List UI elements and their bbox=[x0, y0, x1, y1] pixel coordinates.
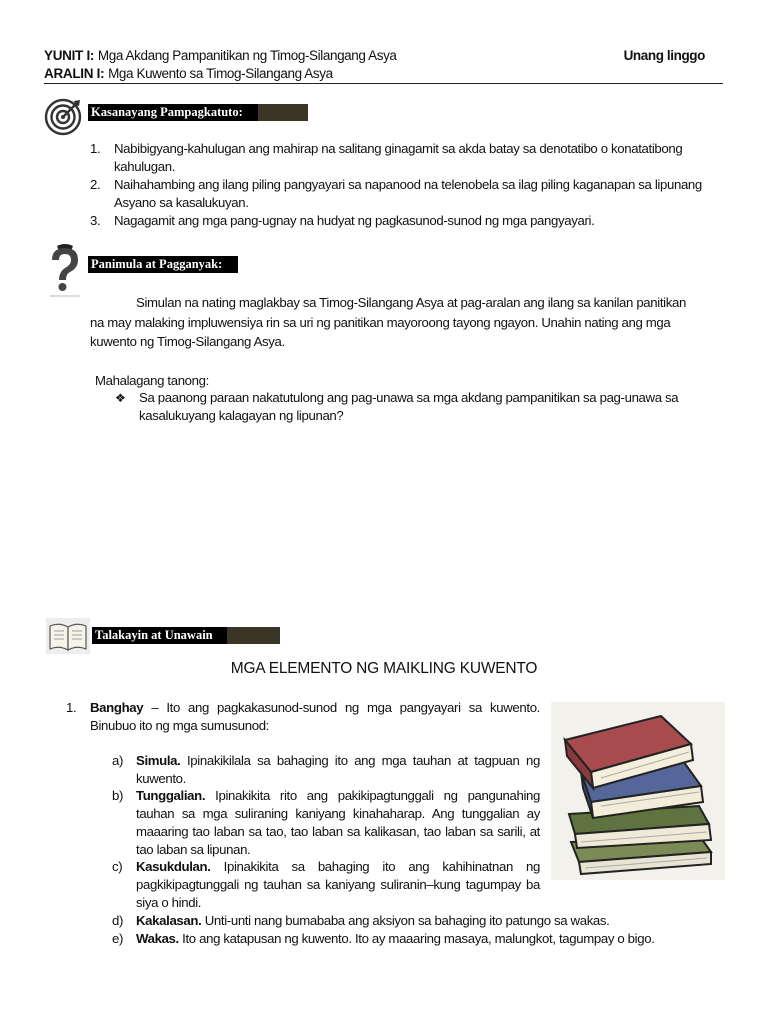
objective-item bbox=[90, 176, 710, 212]
lesson-label: ARALIN I: bbox=[44, 66, 105, 81]
objectives-title-text: Kasanayang Pampagkatuto: bbox=[91, 105, 243, 119]
intro-title bbox=[88, 256, 238, 273]
subitem-text: Unti-unti nang bumababa ang aksiyon sa bahaging ito patungo sa wakas. bbox=[201, 913, 610, 928]
subitem-tunggalian bbox=[112, 787, 540, 859]
subitem-term: Kakalasan. bbox=[136, 913, 202, 928]
subitem-letter: a) bbox=[112, 753, 124, 768]
subitem-kasukdulan bbox=[112, 858, 540, 912]
objective-number: 2. bbox=[90, 177, 101, 192]
subitem-simula bbox=[112, 752, 540, 788]
lesson-title: Mga Kuwento sa Timog-Silangang Asya bbox=[108, 66, 333, 81]
unit-label: YUNIT I: bbox=[44, 48, 95, 63]
element-number: 1. bbox=[66, 700, 77, 715]
lesson-line bbox=[44, 65, 333, 82]
unit-title: Mga Akdang Pampanitikan ng Timog-Silangang Asya bbox=[97, 48, 397, 63]
subitem-letter: d) bbox=[112, 913, 124, 928]
objective-item bbox=[90, 212, 710, 230]
objective-text: Nagagamit ang mga pang-ugnay na hudyat ng pagkasunod-sunod ng mga pangyayari. bbox=[114, 213, 595, 228]
week-label: Unang linggo bbox=[623, 48, 705, 63]
discuss-title-text: Talakayin at Unawain bbox=[95, 628, 213, 642]
subitem-text: Ipinakikita rito ang pakikipagtunggali ng pangunahing tauhan sa mga suliraning kaniyang kinahaharap. Ang tunggalian ay maaaring tao laban sa tao, tao laban sa kalikasan, tao laban sa sarili, at tao laban sa lipunan. bbox=[136, 788, 540, 857]
element-item-1 bbox=[66, 699, 540, 735]
intro-title-text: Panimula at Pagganyak: bbox=[91, 257, 223, 271]
subitem-letter: c) bbox=[112, 859, 123, 874]
main-heading: MGA ELEMENTO NG MAIKLING KUWENTO bbox=[230, 660, 538, 677]
objectives-list bbox=[90, 140, 710, 230]
objectives-title-bar bbox=[258, 104, 308, 121]
header-divider bbox=[44, 83, 723, 84]
open-book-icon bbox=[46, 618, 90, 659]
question-item bbox=[115, 389, 695, 425]
discuss-title bbox=[92, 627, 227, 644]
intro-paragraph: Simulan na nating maglakbay sa Timog-Silangang Asya at pag-aralan ang ilang sa kanilan panitikan na may malaking impluwensiya rin sa uri ng panitikan mayoroong tayong ngayon. Unahin nating ang mga kuwento ng Timog-Silangang Asya. bbox=[90, 295, 686, 349]
subitem-letter: e) bbox=[112, 931, 124, 946]
subitem-term: Wakas. bbox=[136, 931, 179, 946]
objective-number: 1. bbox=[90, 141, 101, 156]
subitem-wakas bbox=[112, 930, 712, 948]
subitem-text: Ipinakikilala sa bahaging ito ang mga tauhan at tagpuan ng kuwento. bbox=[136, 753, 540, 786]
objective-number: 3. bbox=[90, 213, 101, 228]
objective-item bbox=[90, 140, 710, 176]
discuss-title-bar bbox=[227, 627, 280, 644]
subitem-term: Kasukdulan. bbox=[136, 859, 211, 874]
stack-of-books-image bbox=[551, 702, 725, 885]
question-list bbox=[115, 389, 695, 425]
question-label: Mahalagang tanong: bbox=[95, 373, 209, 388]
objective-text: Nabibigyang-kahulugan ang mahirap na salitang ginagamit sa akda batay sa denotatibo o konatatibong kahulugan. bbox=[114, 141, 683, 174]
subitem-text: Ito ang katapusan ng kuwento. Ito ay maaaring masaya, malungkot, tagumpay o bigo. bbox=[178, 931, 655, 946]
question-head-icon bbox=[46, 242, 84, 303]
subitem-letter: b) bbox=[112, 788, 124, 803]
objective-text: Naihahambing ang ilang piling pangyayari sa napanood na telenobela sa ilag piling kaganapan sa lipunang Asyano sa kasalukuyan. bbox=[114, 177, 702, 210]
subitem-term: Simula. bbox=[136, 753, 181, 768]
subitem-kakalasan bbox=[112, 912, 712, 930]
subitem-term: Tunggalian. bbox=[136, 788, 206, 803]
unit-line bbox=[44, 47, 397, 64]
element-text: – Ito ang pagkakasunod-sunod ng mga pangyayari sa kuwento. Binubuo ito ng mga sumusunod: bbox=[90, 700, 540, 733]
question-text: Sa paanong paraan nakatutulong ang pag-unawa sa mga akdang pampanitikan sa pag-unawa sa kasalukuyang kalagayan ng lipunan? bbox=[139, 390, 679, 423]
target-icon bbox=[44, 98, 82, 141]
subitem-text: Ipinakikita sa bahaging ito ang kahihinatnan ng pagkikipagtunggali ng tauhan sa kaniyang suliranin–kung tagumpay ba siya o hindi. bbox=[136, 859, 540, 910]
diamond-bullet-icon: ❖ bbox=[115, 391, 126, 405]
element-banghay bbox=[66, 699, 540, 735]
element-term: Banghay bbox=[90, 700, 144, 715]
